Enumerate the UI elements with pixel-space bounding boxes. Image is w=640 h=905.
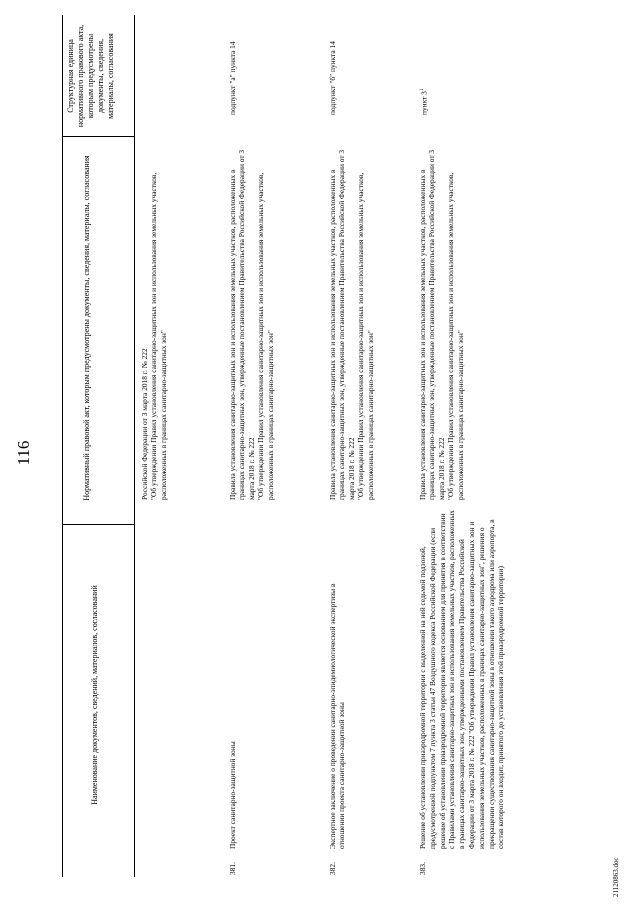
row-381-name: Проект санитарно-защитной зоны bbox=[228, 741, 237, 849]
row-383-unit-sup: 1 bbox=[419, 88, 425, 92]
page-number: 116 bbox=[14, 440, 33, 466]
row-381-num: 381. bbox=[228, 862, 237, 875]
header-col-name: Наименование документов, сведений, материалов, согласований bbox=[90, 585, 99, 805]
header-col-act: Нормативный правовой акт, которым предусмотрены документы, сведения, материалы, согласования bbox=[82, 155, 91, 501]
header-col-unit: Структурная единица нормативного правового акта, которым предусмотрены документы, сведения, материалы, согласования bbox=[66, 24, 115, 128]
row-383-num: 383. bbox=[418, 862, 427, 875]
row-382-num: 382. bbox=[328, 862, 337, 875]
column-divider-2 bbox=[62, 136, 134, 137]
continuation-act: Российской Федерации от 3 марта 2018 г. № 222 "Об утверждении Правил установления санитарно-защитных зон и использования земельных участков, расположенных в границах санитарно-защитных зон" bbox=[140, 172, 168, 500]
row-382-unit: подпункт "б" пункта 14 bbox=[328, 41, 337, 115]
document-id: 21120863.doc bbox=[612, 857, 620, 897]
row-383-unit-text: пункт 3 bbox=[419, 91, 429, 115]
table-top-border bbox=[62, 15, 63, 877]
row-383-act: Правила установления санитарно-защитных зон и использования земельных участков, расположенных в границах санитарно-защитных зон, утвержденные постановлением Правительства Российской Федерации от 3 марта 2018 г. № 222 "Об утверждении Правил установления санитарно-защитных зон и использования земельных участков, расположенных в границах санитарно-защитных зон" bbox=[418, 149, 465, 500]
row-382-name: Экспертное заключение о проведении санитарно-эпидемиологической экспертизы в отношении проекта санитарно-защитной зоны bbox=[328, 583, 347, 849]
row-383-name: Решение об установлении приаэродромной территории с выделенной на ней седьмой подзоной, предусмотренной подпунктом 7 пункта 3 статьи 47 Воздушного кодекса Российской Федерации (если решение об установлении приаэродромной территории является основанием для принятия в соответствии с Правилами установления санитарно-защитных зон и использования земельных участков, расположенных в границах санитарно-защитных зон, утвержденными постановлением Правительства Российской Федерации от 3 марта 2018 г. № 222 "Об утверждении Правил установления санитарно-защитных зон и использования земельных участков, расположенных в границах санитарно-защитных зон", решения о прекращении существования санитарно-защитной зоны в отношении такого аэродрома или аэропорта, в состав которого он входит, принятого до установления этой приаэродромной территории) bbox=[418, 510, 506, 849]
row-382-act: Правила установления санитарно-защитных зон и использования земельных участков, расположенных в границах санитарно-защитных зон, утвержденные постановлением Правительства Российской Федерации от 3 марта 2018 г. № 222 "Об утверждении Правил установления санитарно-защитных зон и использования земельных участков, расположенных в границах санитарно-защитных зон" bbox=[328, 149, 375, 500]
header-bottom-border bbox=[134, 15, 135, 877]
row-381-unit: подпункт "а" пункта 14 bbox=[228, 41, 237, 115]
column-divider-1 bbox=[62, 524, 134, 525]
row-383-unit bbox=[418, 15, 429, 115]
row-381-act: Правила установления санитарно-защитных зон и использования земельных участков, расположенных в границах санитарно-защитных зон, утвержденные постановлением Правительства Российской Федерации от 3 марта 2018 г. № 222 "Об утверждении Правил установления санитарно-защитных зон и использования земельных участков, расположенных в границах санитарно-защитных зон" bbox=[228, 149, 275, 500]
